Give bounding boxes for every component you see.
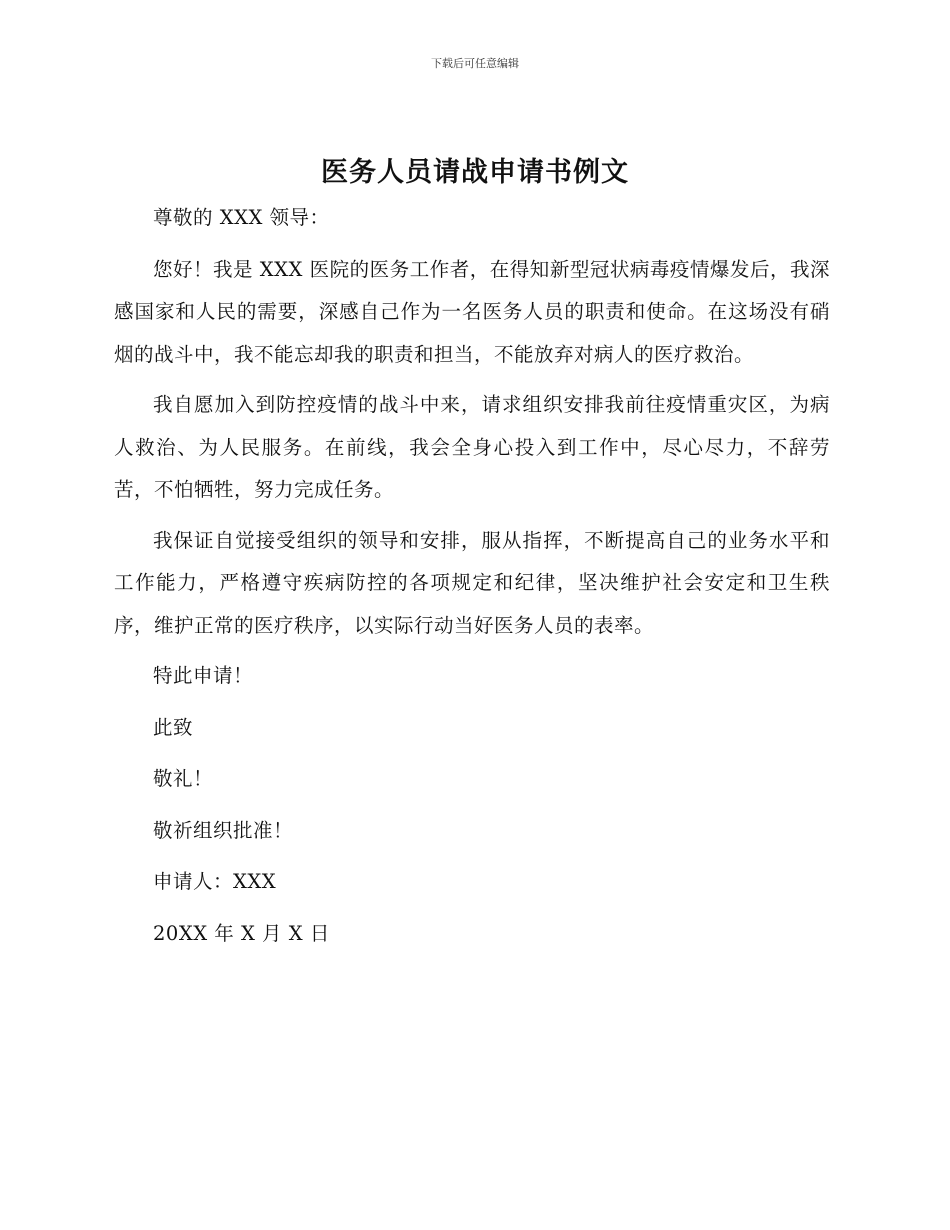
header-note: 下载后可任意编辑 <box>431 57 519 70</box>
closing-request: 特此申请！ <box>153 664 254 687</box>
date-line: 20XX 年 X 月 X 日 <box>153 921 330 945</box>
closing-approval: 敬祈组织批准！ <box>153 818 294 842</box>
salutation: 尊敬的 XXX 领导： <box>153 206 330 229</box>
paragraph-1: 您好！我是 XXX 医院的医务工作者，在得知新型冠状病毒疫情爆发后，我深感国家和人民的需要，深感自己作为一名医务人员的职责和使命。在这场没有硝烟的战斗中，我不能忘却我的职责和担当，不能放弃对病人的医疗救治。 <box>114 257 830 366</box>
document-title: 医务人员请战申请书例文 <box>321 157 629 188</box>
closing-to: 此致 <box>153 715 194 739</box>
applicant-line: 申请人：XXX <box>153 870 277 893</box>
document-body <box>114 197 830 964</box>
paragraph-2: 我自愿加入到防控疫情的战斗中来，请求组织安排我前往疫情重灾区，为病人救治、为人民服务。在前线，我会全身心投入到工作中，尽心尽力，不辞劳苦，不怕牺牲，努力完成任务。 <box>114 393 830 501</box>
closing-salute: 敬礼！ <box>153 767 214 790</box>
paragraph-3: 我保证自觉接受组织的领导和安排，服从指挥，不断提高自己的业务水平和工作能力，严格遵守疾病防控的各项规定和纪律，坚决维护社会安定和卫生秩序，维护正常的医疗秩序，以实际行动当好医务人员的表率。 <box>114 528 830 637</box>
